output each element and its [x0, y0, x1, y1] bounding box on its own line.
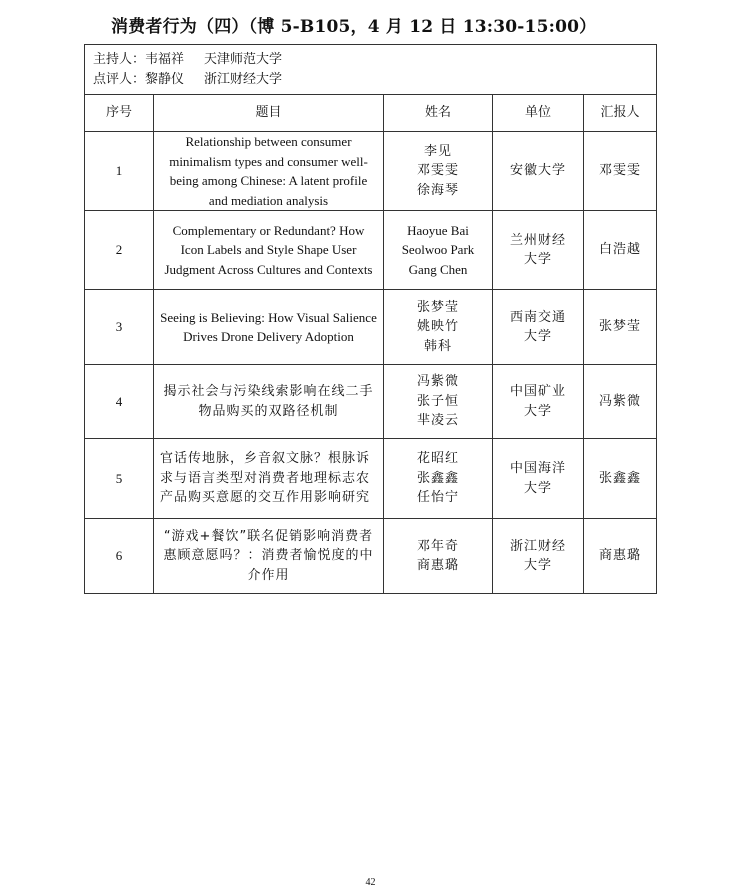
row-topic: 官话传地脉，乡音叙文脉？根脉诉求与语言类型对消费者地理标志农产品购买意愿的交互作用影响研究: [154, 439, 384, 519]
row-presenter: 张鑫鑫: [584, 439, 657, 519]
header-topic: 题目: [154, 95, 384, 132]
row-no: 6: [85, 519, 154, 594]
row-topic: “游戏+餐饮”联名促销影响消费者惠顾意愿吗？：消费者愉悦度的中介作用: [154, 519, 384, 594]
row-presenter: 商惠璐: [584, 519, 657, 594]
header-names: 姓名: [384, 95, 493, 132]
header-unit: 单位: [493, 95, 584, 132]
header-no: 序号: [85, 95, 154, 132]
row-names: 张梦莹 姚映竹 韩科: [384, 290, 493, 365]
row-presenter: 张梦莹: [584, 290, 657, 365]
host-name: 韦福祥: [145, 52, 185, 67]
schedule-table: [84, 44, 657, 594]
row-unit: 安徽大学: [493, 132, 584, 211]
page-number: 42: [365, 877, 376, 888]
host-org: 天津师范大学: [204, 52, 283, 67]
table-row: [85, 365, 657, 439]
row-unit: 浙江财经 大学: [493, 519, 584, 594]
header-presenter: 汇报人: [584, 95, 657, 132]
reviewer-name: 黎静仪: [145, 71, 185, 87]
row-names: 邓年奇 商惠璐: [384, 519, 493, 594]
row-topic: Complementary or Redundant? How Icon Labels and Style Shape User Judgment Across Cultures and Contexts: [154, 211, 384, 290]
row-unit: 中国海洋 大学: [493, 439, 584, 519]
row-unit: 兰州财经 大学: [493, 211, 584, 290]
row-names: 李见 邓雯雯 徐海琴: [384, 132, 493, 211]
host-label: 主持人：: [93, 52, 146, 67]
row-unit: 西南交通 大学: [493, 290, 584, 365]
row-topic: 揭示社会与污染线索影响在线二手物品购买的双路径机制: [154, 365, 384, 439]
row-unit: 中国矿业 大学: [493, 365, 584, 439]
header-row: [85, 95, 657, 132]
row-no: 2: [85, 211, 154, 290]
row-no: 3: [85, 290, 154, 365]
row-names: 冯紫微 张子恒 芈凌云: [384, 365, 493, 439]
host-info: [85, 45, 657, 95]
reviewer-org: 浙江财经大学: [204, 71, 283, 87]
row-names: 花昭红 张鑫鑫 任怡宁: [384, 439, 493, 519]
row-presenter: 白浩越: [584, 211, 657, 290]
row-no: 5: [85, 439, 154, 519]
table-row: [85, 439, 657, 519]
table-row: [85, 211, 657, 290]
session-title: 消费者行为（四）（博 5-B105，4 月 12 日 13:30-15:00）: [111, 17, 597, 37]
table-row: [85, 290, 657, 365]
row-no: 4: [85, 365, 154, 439]
row-names: Haoyue Bai Seolwoo Park Gang Chen: [384, 211, 493, 290]
row-presenter: 邓雯雯: [584, 132, 657, 211]
reviewer-label: 点评人：: [93, 71, 146, 87]
table-row: [85, 132, 657, 211]
row-topic: Seeing is Believing: How Visual Salience Drives Drone Delivery Adoption: [154, 290, 384, 365]
host-row: [85, 45, 657, 95]
row-topic: Relationship between consumer minimalism types and consumer well-being among Chinese: A latent profile and mediation analysis: [154, 132, 384, 211]
table-row: [85, 519, 657, 594]
row-no: 1: [85, 132, 154, 211]
row-presenter: 冯紫微: [584, 365, 657, 439]
